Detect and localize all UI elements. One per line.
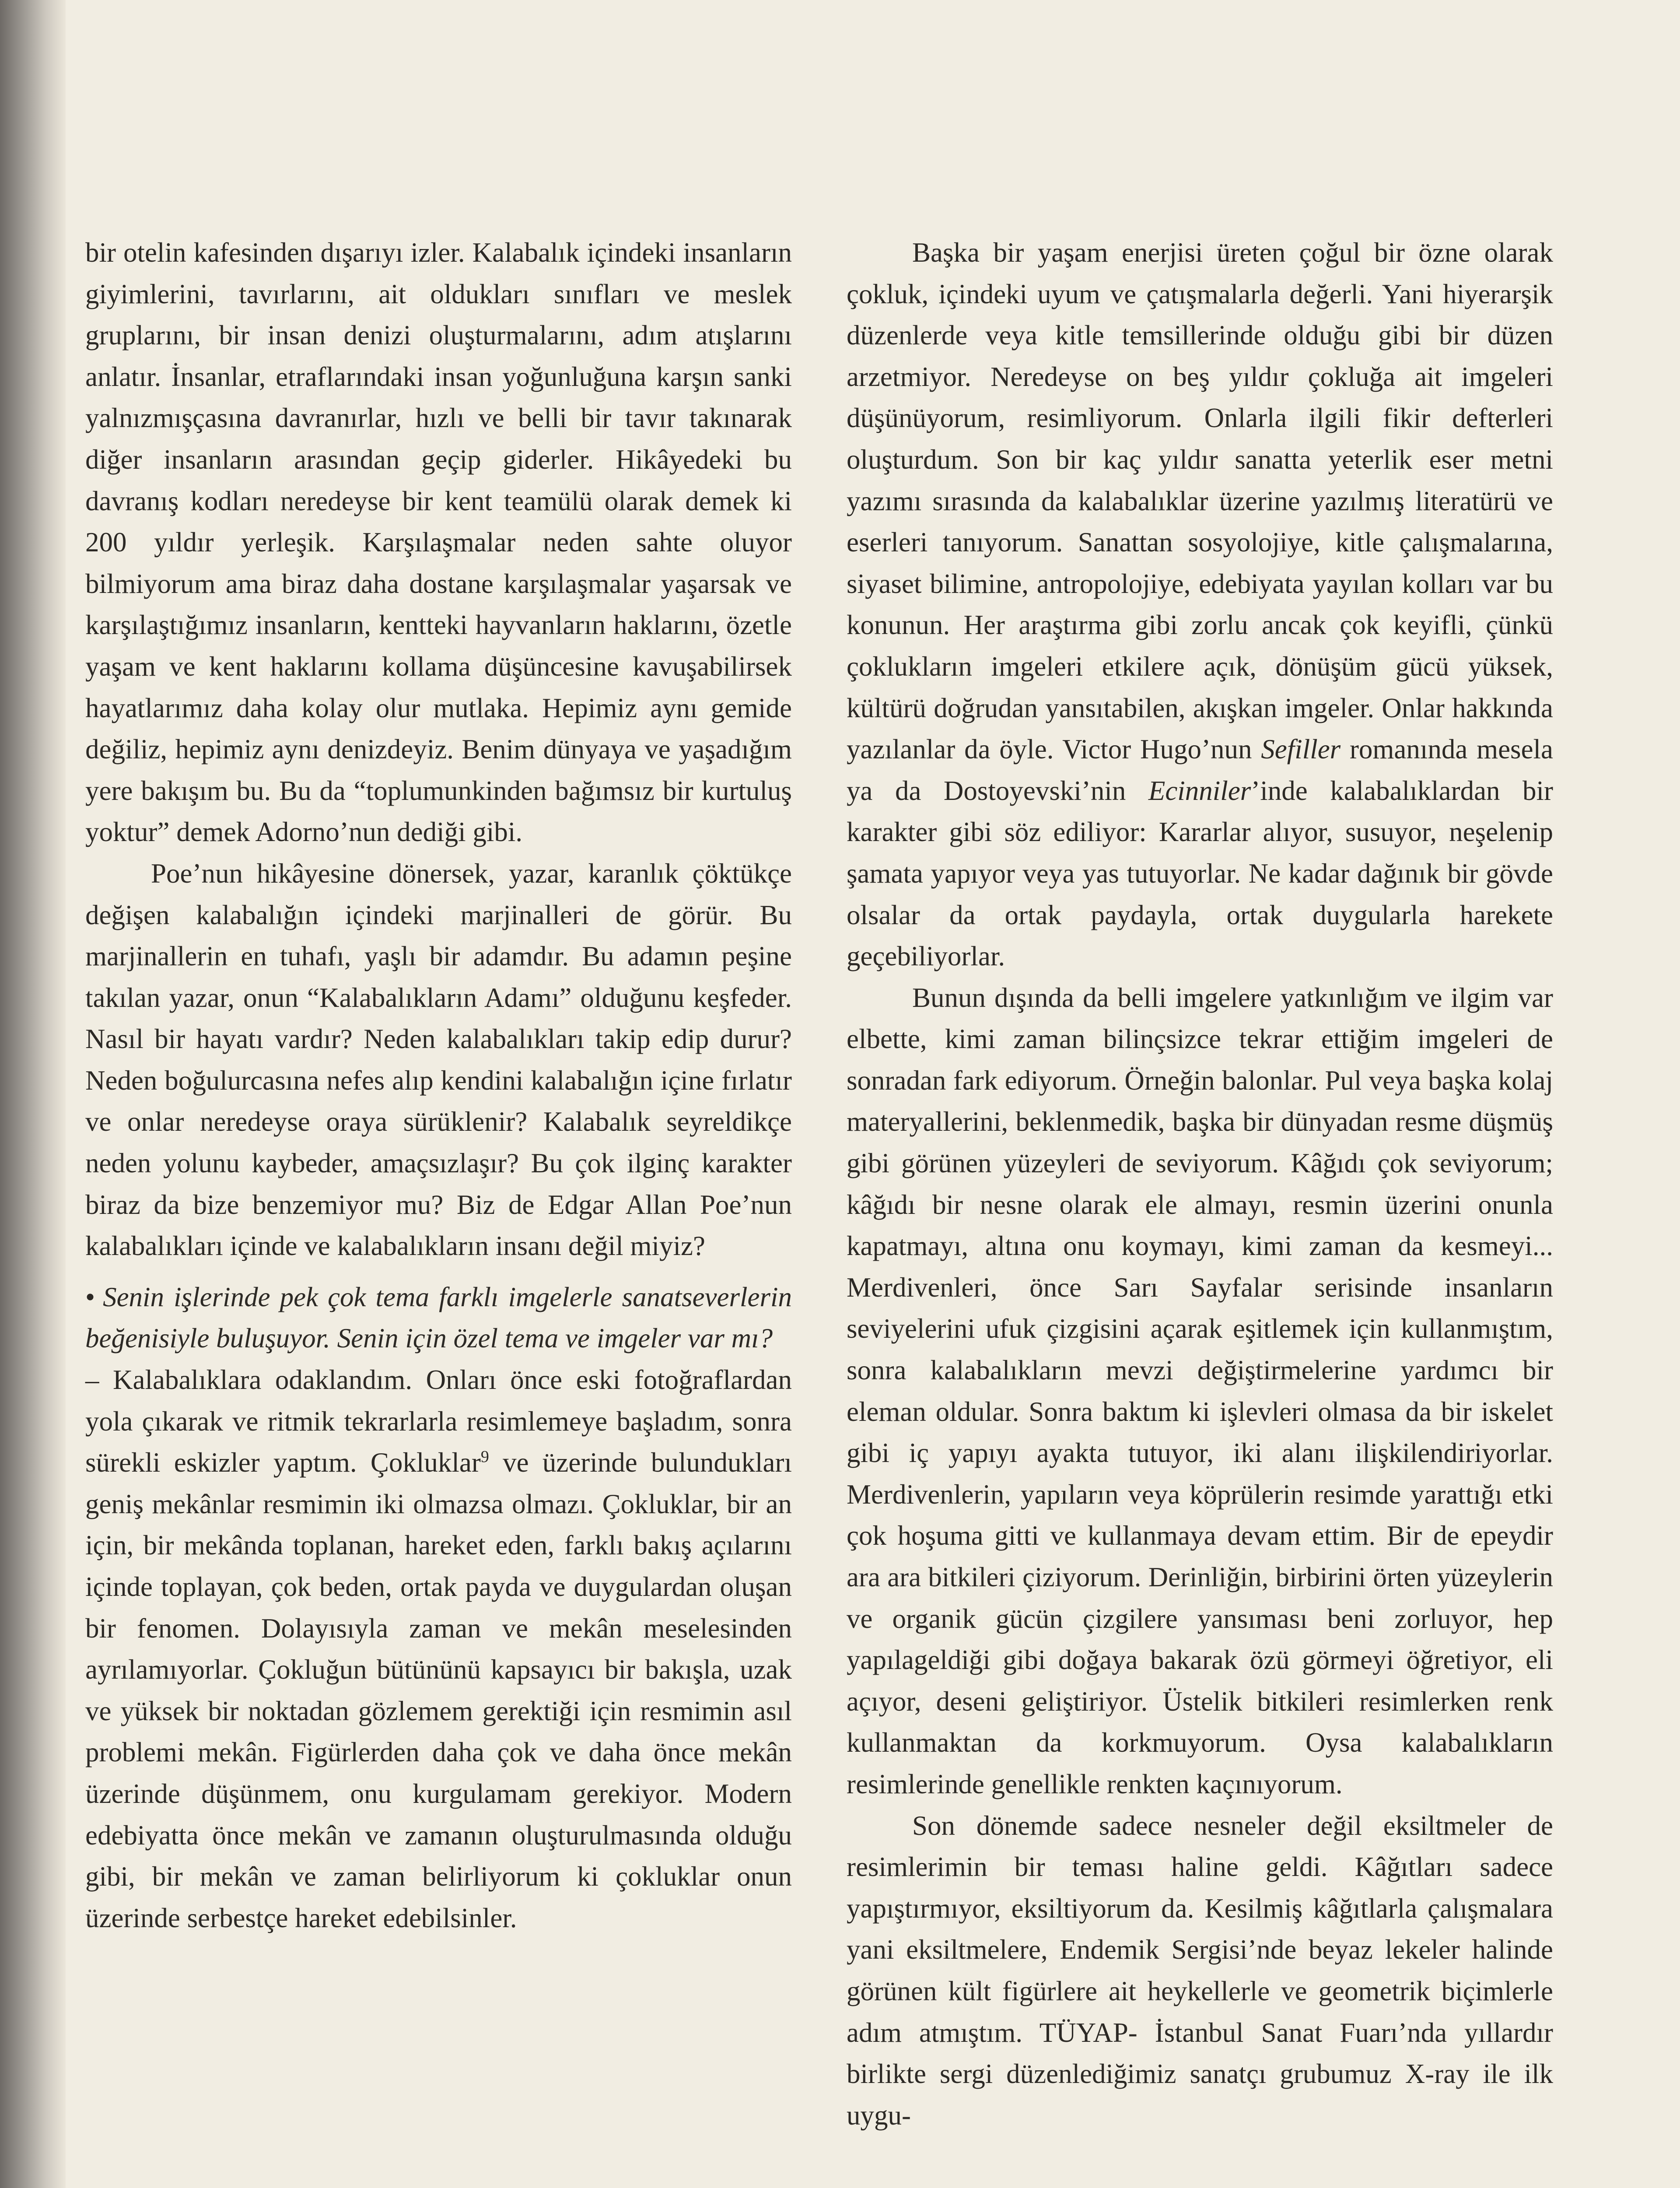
question-text: Senin işlerinde pek çok tema farklı imgelerle sanatseverlerin beğenisiyle buluşuyor. Senin için özel tema ve imgeler var mı? bbox=[85, 1281, 792, 1354]
left-column bbox=[85, 232, 792, 1939]
right-column bbox=[847, 232, 1553, 2136]
book-title-sefiller: Sefiller bbox=[1261, 734, 1341, 765]
right-p1-start: Başka bir yaşam enerjisi üreten çoğul bir özne olarak çokluk, içindeki uyum ve çatışmalarla değerli. Yani hiyerarşik düzenlerde veya kitle temsillerinde olduğu gibi bir düzen arzetmiyor. Neredeyse on beş yıldır çokluğa ait imgeleri düşünüyorum, resimliyorum. Onlarla ilgili fikir defterleri oluşturdum. Son bir kaç yıldır sanatta yeterlik eser metni yazımı sırasında da kalabalıklar üzerine yazılmış literatürü ve eserleri tanıyorum. Sanattan sosyolojiye, kitle çalışmalarına, siyaset bilimine, antropolojiye, edebiyata yayılan kolları var bu konunun. Her araştırma gibi zorlu ancak çok keyifli, çünkü çoklukların imgeleri etkilere açık, dönüşüm gücü yüksek, kültürü doğrudan yansıtabilen, akışkan imgeler. Onlar hakkında yazılanlar da öyle. Victor Hugo’nun bbox=[847, 237, 1553, 765]
right-paragraph-1 bbox=[847, 232, 1553, 977]
left-paragraph-2: Poe’nun hikâyesine dönersek, yazar, karanlık çöktükçe değişen kalabalığın içindeki marjinalleri de görür. Bu marjinallerin en tuhafı, yaşlı bir adamdır. Bu adamın peşine takılan yazar, onun “Kalabalıkların Adamı” olduğunu keşfeder. Nasıl bir hayatı vardır? Neden kalabalıkları takip edip durur? Neden boğulurcasına nefes alıp kendini kalabalığın içine fırlatır ve onlar neredeyse oraya sürüklenir? Kalabalık seyreldikçe neden yolunu kaybeder, amaçsızlaşır? Bu çok ilginç karakter biraz da bize benzemiyor mu? Biz de Edgar Allan Poe’nun kalabalıkları içinde ve kalabalıkların insanı değil miyiz? bbox=[85, 858, 792, 1262]
question-bullet: • bbox=[85, 1281, 95, 1312]
right-paragraph-3: Son dönemde sadece nesneler değil eksiltmeler de resimlerimin bir teması haline geldi. Kâğıtları sadece yapıştırmıyor, eksiltiyorum da. Kesilmiş kâğıtlarla çalışmalara yani eksiltmelere, Endemik Sergisi’nde beyaz lekeler halinde görünen kült figürlere ait heykellerle ve geometrik biçimlerle adım atmıştım. TÜYAP- İstanbul Sanat Fuarı’nda yıllardır birlikte sergi düzenlediğimiz sanatçı grubumuz X-ray ile ilk uygu- bbox=[847, 1810, 1553, 2131]
right-p1-end: ’inde kalabalıklardan bir karakter gibi söz ediliyor: Kararlar alıyor, susuyor, neşelenip şamata yapıyor veya yas tutuyorlar. Ne kadar dağınık bir gövde olsalar da ortak paydayla, ortak duygularla harekete geçebiliyorlar. bbox=[847, 775, 1553, 972]
right-paragraph-2: Bunun dışında da belli imgelere yatkınlığım ve ilgim var elbette, kimi zaman bilinçsizce tekrar ettiğim imgeleri de sonradan fark ediyorum. Örneğin balonlar. Pul veya başka kolaj materyallerini, beklenmedik, başka bir dünyadan resme düşmüş gibi görünen yüzeyleri de seviyorum. Kâğıdı çok seviyorum; kâğıdı bir nesne olarak ele almayı, resmin üzerini onunla kapatmayı, altına onu koymayı, kimi zaman da kesmeyi... Merdivenleri, önce Sarı Sayfalar serisinde insanların seviyelerini ufuk çizgisini açarak eşitlemek için kullanmıştım, sonra kalabalıkların mevzi değiştirmelerine yardımcı bir eleman oldular. Sonra baktım ki işlevleri olmasa da bir iskelet gibi iç yapıyı ayakta tutuyor, iki alanı ilişkilendiriyorlar. Merdivenlerin, yapıların veya köprülerin resimde yarattığı etki çok hoşuma gitti ve kullanmaya devam ettim. Bir de epeydir ara ara bitkileri çiziyorum. Derinliğin, birbirini örten yüzeylerin ve organik gücün çizgilere yansıması beni zorluyor, hep yapılageldiği gibi doğaya bakarak özü görmeyi öğretiyor, eli açıyor, deseni geliştiriyor. Üstelik bitkileri resimlerken renk kullanmaktan da korkmuyorum. Oysa kalabalıkların resimlerinde genellikle renkten kaçınıyorum. bbox=[847, 982, 1553, 1799]
interview-question bbox=[85, 1276, 792, 1359]
answer-rest: ve üzerinde bulundukları geniş mekânlar resmimin iki olmazsa olmazı. Çokluklar, bir an için, bir mekânda toplanan, hareket eden, farklı bakış açılarını içinde toplayan, çok beden, ortak payda ve duygulardan oluşan bir fenomen. Dolayısıyla zaman ve mekân meselesinden ayrılamıyorlar. Çokluğun bütününü kapsayıcı bir bakışla, uzak ve yüksek bir noktadan gözlemem gerektiği için resmimin asıl problemi mekân. Figürlerden daha çok ve daha önce mekân üzerinde düşünmem, onu kurgulamam gerekiyor. Modern edebiyatta önce mekân ve zamanın oluşturulmasında olduğu gibi, bir mekân ve zaman belirliyorum ki çokluklar onun üzerinde serbestçe hareket edebilsinler. bbox=[85, 1447, 792, 1933]
right-p1-mid: romanında mesela ya da Dostoyevski’nin bbox=[847, 734, 1554, 806]
footnote-ref: 9 bbox=[480, 1448, 489, 1466]
answer-paragraph bbox=[85, 1359, 792, 1939]
book-spine-shadow bbox=[0, 0, 66, 2188]
left-paragraph-1: bir otelin kafesinden dışarıyı izler. Kalabalık içindeki insanların giyimlerini, tavırlarını, ait oldukları sınıfları ve meslek gruplarını, bir insan denizi oluşturmalarını, adım atışlarını anlatır. İnsanlar, etraflarındaki insan yoğunluğuna karşın sanki yalnızmışçasına davranırlar, hızlı ve belli bir tavır takınarak diğer insanların arasından geçip giderler. Hikâyedeki bu davranış kodları neredeyse bir kent teamülü olarak demek ki 200 yıldır yerleşik. Karşılaşmalar neden sahte oluyor bilmiyorum ama biraz daha dostane karşılaşmalar yaşarsak ve karşılaştığımız insanların, kentteki hayvanların haklarını, özetle yaşam ve kent haklarını kollama düşüncesine kavuşabilirsek hayatlarımız daha kolay olur mutlaka. Hepimiz aynı gemide değiliz, hepimiz aynı denizdeyiz. Benim dünyaya ve yaşadığım yere bakışım bu. Bu da “toplumunkinden bağımsız bir kurtuluş yoktur” demek Adorno’nun dediği gibi. bbox=[85, 237, 792, 848]
book-title-ecinniler: Ecinniler bbox=[1148, 775, 1251, 806]
answer-start: – Kalabalıklara odaklandım. Onları önce eski fotoğraflardan yola çıkarak ve ritmik tekrarlarla resimlemeye başladım, sonra sürekli eskizler yaptım. Çokluklar bbox=[85, 1364, 792, 1478]
